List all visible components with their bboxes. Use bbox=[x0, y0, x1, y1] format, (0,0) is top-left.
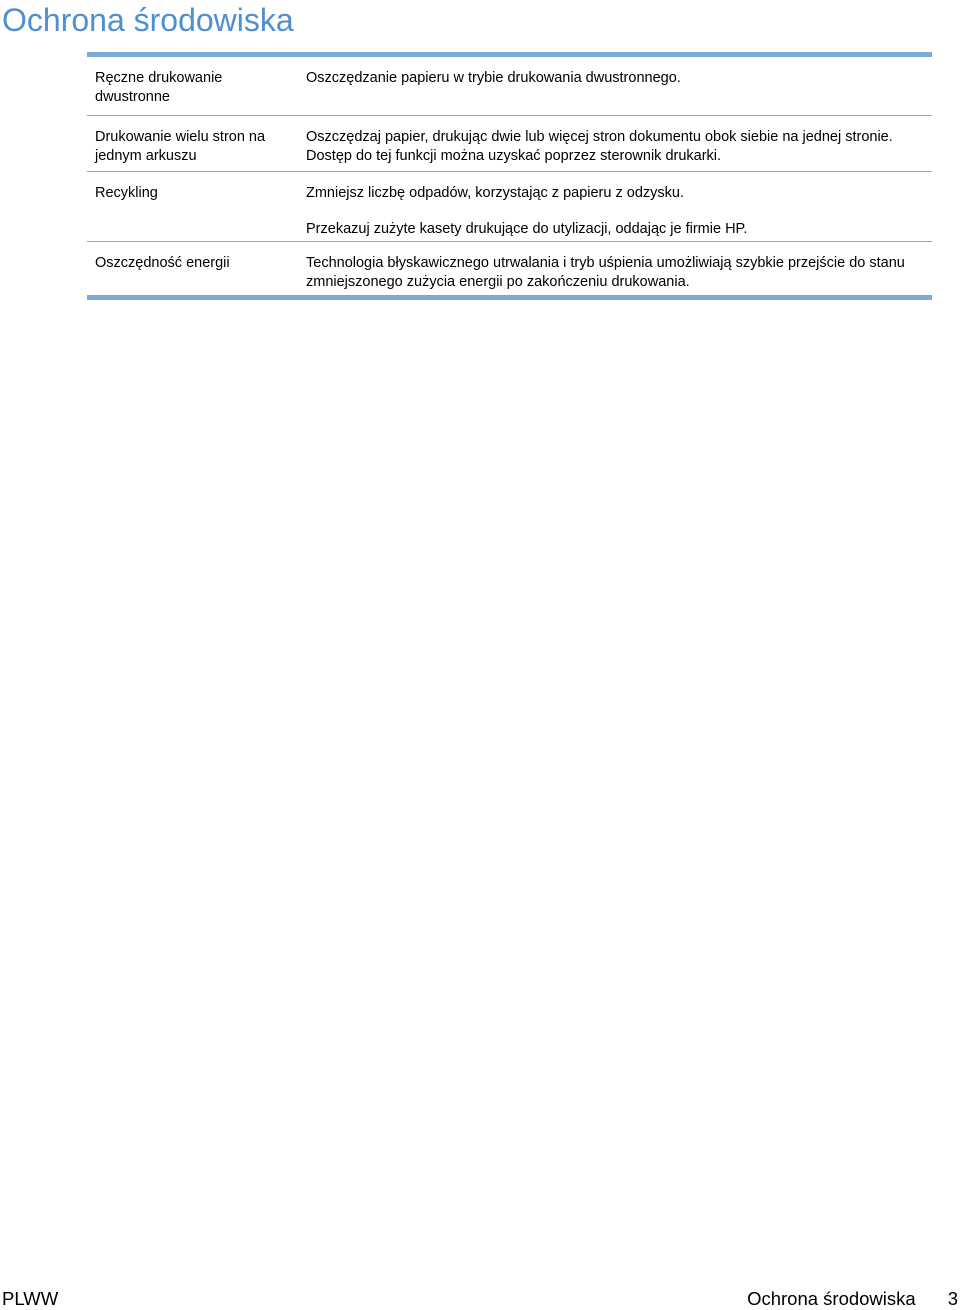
feature-label: Recykling bbox=[95, 185, 158, 201]
description-paragraph: Przekazuj zużyte kasety drukujące do utylizacji, oddając je firmie HP. bbox=[306, 220, 748, 237]
footer-section-title: Ochrona środowiska bbox=[747, 1288, 916, 1309]
page-title: Ochrona środowiska bbox=[2, 2, 294, 38]
table-row bbox=[87, 115, 932, 171]
description-paragraph: Oszczędzanie papieru w trybie drukowania dwustronnego. bbox=[306, 70, 681, 86]
feature-label: Oszczędność energii bbox=[95, 255, 230, 271]
description-paragraph: Zmniejsz liczbę odpadów, korzystając z papieru z odzysku. bbox=[306, 185, 684, 201]
feature-description bbox=[298, 242, 932, 295]
table-row bbox=[87, 171, 932, 241]
feature-description bbox=[298, 116, 932, 171]
footer-doc-code: PLWW bbox=[2, 1288, 59, 1309]
feature-description bbox=[298, 57, 932, 115]
footer-page-number: 3 bbox=[947, 1288, 958, 1309]
table-row bbox=[87, 57, 932, 115]
page-footer bbox=[0, 1288, 960, 1310]
feature-label: Drukowanie wielu stron na jednym arkuszu bbox=[95, 129, 266, 164]
feature-description bbox=[298, 172, 932, 241]
description-paragraph: Oszczędzaj papier, drukując dwie lub więcej stron dokumentu obok siebie na jednej stronie. Dostęp do tej funkcji można uzyskać poprzez sterownik drukarki. bbox=[306, 129, 893, 164]
description-paragraph: Technologia błyskawicznego utrwalania i tryb uśpienia umożliwiają szybkie przejście do stanu zmniejszonego zużycia energii po zakończeniu drukowania. bbox=[306, 255, 905, 290]
feature-label: Ręczne drukowanie dwustronne bbox=[95, 70, 223, 105]
table-row bbox=[87, 241, 932, 295]
features-table bbox=[87, 52, 932, 300]
footer-right bbox=[747, 1288, 958, 1310]
